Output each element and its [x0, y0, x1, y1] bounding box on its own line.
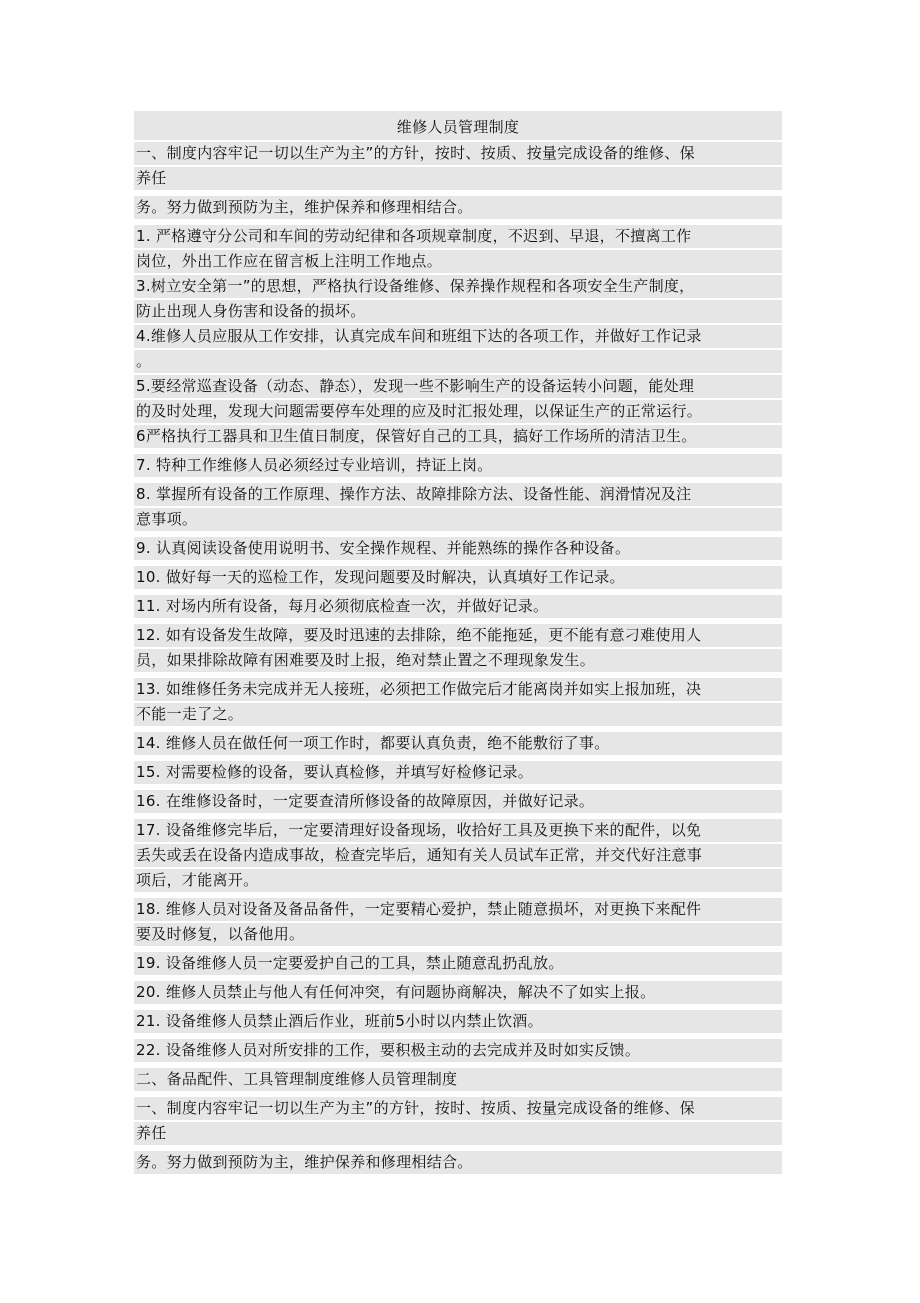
text-line: 丢失或丢在设备内造成事故，检查完毕后，通知有关人员试车正常，并交代好注意事	[134, 844, 782, 867]
text-line: 一、制度内容牢记一切以生产为主”的方针，按时、按质、按量完成设备的维修、保	[134, 1097, 782, 1120]
section-heading: 二、备品配件、工具管理制度维修人员管理制度	[134, 1068, 782, 1091]
text-line: 19. 设备维修人员一定要爱护自己的工具，禁止随意乱扔乱放。	[134, 952, 782, 975]
text-line: 8. 掌握所有设备的工作原理、操作方法、故障排除方法、设备性能、润滑情况及注	[134, 483, 782, 506]
text-line: 16. 在维修设备时，一定要查清所修设备的故障原因，并做好记录。	[134, 790, 782, 813]
text-line: 不能一走了之。	[134, 703, 782, 726]
text-line: 员，如果排除故障有困难要及时上报，绝对禁止置之不理现象发生。	[134, 649, 782, 672]
text-line: 防止出现人身伤害和设备的损坏。	[134, 300, 782, 323]
text-line: 12. 如有设备发生故障，要及时迅速的去排除，绝不能拖延，更不能有意刁难使用人	[134, 624, 782, 647]
text-line: 岗位，外出工作应在留言板上注明工作地点。	[134, 250, 782, 273]
text-line: 17. 设备维修完毕后，一定要清理好设备现场，收拾好工具及更换下来的配件，以免	[134, 819, 782, 842]
text-line: 10. 做好每一天的巡检工作，发现问题要及时解决，认真填好工作记录。	[134, 566, 782, 589]
text-line: 18. 维修人员对设备及备品备件，一定要精心爱护，禁止随意损坏，对更换下来配件	[134, 898, 782, 921]
text-line: 要及时修复，以备他用。	[134, 923, 782, 946]
text-line: 6严格执行工器具和卫生值日制度，保管好自己的工具，搞好工作场所的清洁卫生。	[134, 425, 782, 448]
page-title: 维修人员管理制度	[134, 111, 782, 140]
text-line: 4.维修人员应服从工作安排，认真完成车间和班组下达的各项工作，并做好工作记录	[134, 325, 782, 348]
text-line: 3.树立安全第一”的思想，严格执行设备维修、保养操作规程和各项安全生产制度，	[134, 275, 782, 298]
text-line: 14. 维修人员在做任何一项工作时，都要认真负责，绝不能敷衍了事。	[134, 732, 782, 755]
text-line: 养任	[134, 1122, 782, 1145]
text-line: 务。努力做到预防为主，维护保养和修理相结合。	[134, 196, 782, 219]
text-line: 务。努力做到预防为主，维护保养和修理相结合。	[134, 1151, 782, 1174]
text-line: 项后，才能离开。	[134, 869, 782, 892]
text-line: 9. 认真阅读设备使用说明书、安全操作规程、并能熟练的操作各种设备。	[134, 537, 782, 560]
text-line: 养任	[134, 167, 782, 190]
text-line: 20. 维修人员禁止与他人有任何冲突，有问题协商解决，解决不了如实上报。	[134, 981, 782, 1004]
text-line: 5.要经常巡查设备（动态、静态），发现一些不影响生产的设备运转小问题，能处理	[134, 375, 782, 398]
text-line: 13. 如维修任务未完成并无人接班，必须把工作做完后才能离岗并如实上报加班，决	[134, 678, 782, 701]
text-line: 一、制度内容牢记一切以生产为主”的方针，按时、按质、按量完成设备的维修、保	[134, 142, 782, 165]
text-line: 7. 特种工作维修人员必须经过专业培训，持证上岗。	[134, 454, 782, 477]
text-line: 21. 设备维修人员禁止酒后作业，班前5小时以内禁止饮酒。	[134, 1010, 782, 1033]
text-line: 22. 设备维修人员对所安排的工作，要积极主动的去完成并及时如实反馈。	[134, 1039, 782, 1062]
text-line: 意事项。	[134, 508, 782, 531]
document-page	[134, 111, 782, 1176]
text-line: 11. 对场内所有设备，每月必须彻底检查一次，并做好记录。	[134, 595, 782, 618]
text-line: 15. 对需要检修的设备，要认真检修，并填写好检修记录。	[134, 761, 782, 784]
text-line: 的及时处理，发现大问题需要停车处理的应及时汇报处理，以保证生产的正常运行。	[134, 400, 782, 423]
text-line: 1. 严格遵守分公司和车间的劳动纪律和各项规章制度，不迟到、早退，不擅离工作	[134, 225, 782, 248]
text-line: 。	[134, 350, 782, 373]
